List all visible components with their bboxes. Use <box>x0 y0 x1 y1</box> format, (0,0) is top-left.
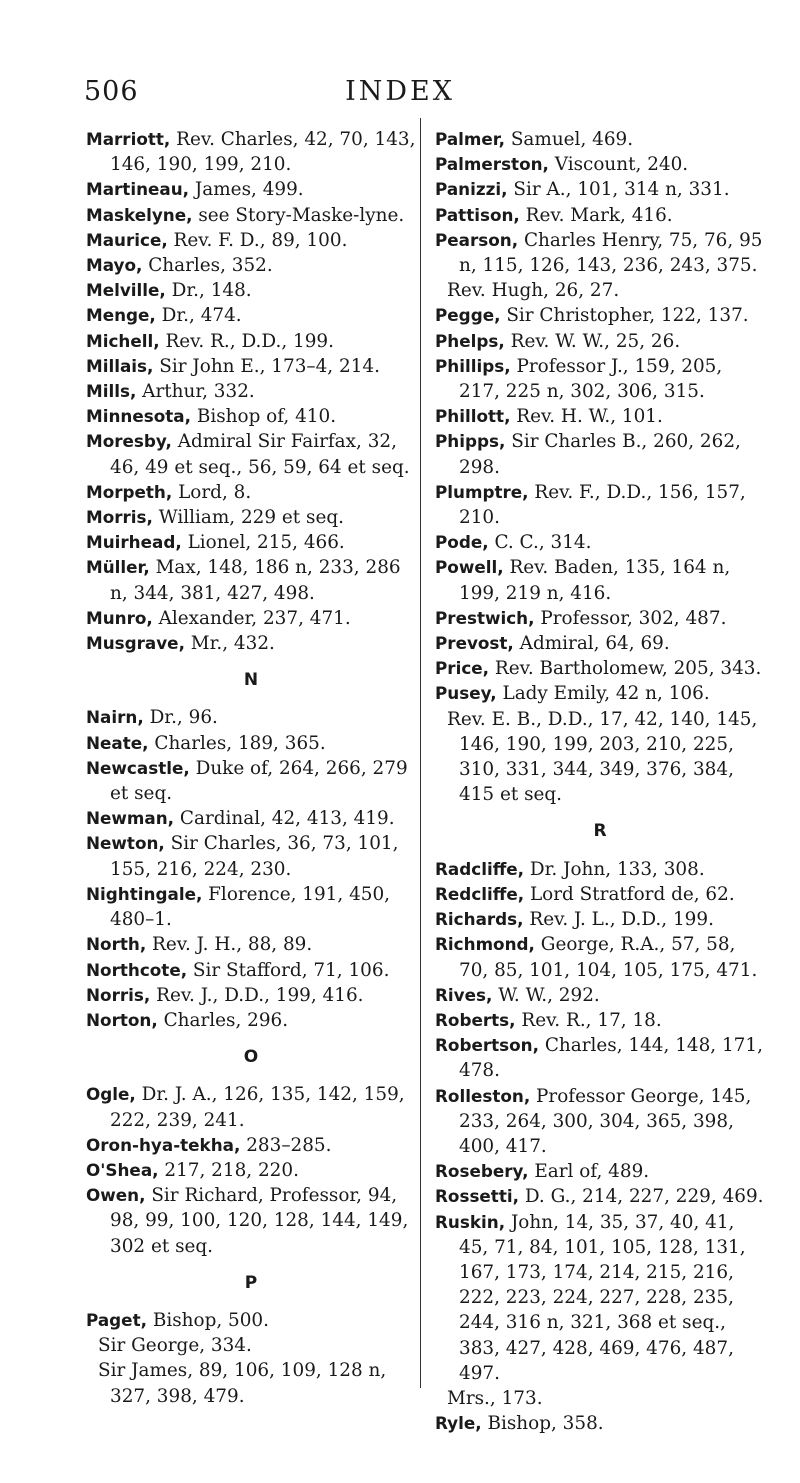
index-entry <box>86 882 416 932</box>
entry-references: Charles, 296. <box>157 1009 289 1031</box>
entry-name: Martineau, <box>86 179 190 200</box>
entry-name: Müller, <box>86 557 150 578</box>
entry-references: Charles, 144, 148, 171, 478. <box>459 1035 763 1082</box>
entry-references: Sir Christopher, 122, 137. <box>500 305 749 327</box>
index-entry <box>86 806 416 831</box>
entry-references: Dr., 148. <box>165 280 252 302</box>
index-entry <box>86 1082 416 1132</box>
index-entry <box>86 1183 416 1259</box>
section-letter: O <box>243 1047 259 1068</box>
entry-name: Phelps, <box>435 330 505 351</box>
entry-references: Earl of, 489. <box>528 1161 650 1183</box>
index-entry <box>86 983 416 1008</box>
entry-references: Sir A., 101, 314 n, 331. <box>507 179 730 201</box>
entry-name: Panizzi, <box>435 179 508 200</box>
index-entry <box>86 958 416 983</box>
index-entry <box>435 530 765 555</box>
index-entry <box>86 505 416 530</box>
entry-name: Phillott, <box>435 406 511 427</box>
entry-references: Rev. Bartholomew, 205, 343. <box>489 658 762 680</box>
index-entry <box>86 731 416 756</box>
index-entry <box>86 303 416 328</box>
entry-references: Sir Charles, 36, 73, 101, 155, 216, 224, 230. <box>110 833 399 880</box>
index-entry <box>435 857 765 882</box>
entry-references: Lord, 8. <box>172 481 252 503</box>
index-entry <box>435 681 765 706</box>
entry-name: Melville, <box>86 280 166 301</box>
entry-references: Charles, 352. <box>142 255 273 277</box>
index-entry <box>435 882 765 907</box>
index-entry <box>86 831 416 881</box>
entry-name: Neate, <box>86 732 149 753</box>
entry-references: Rev. J. H., 88, 89. <box>146 934 313 956</box>
entry-name: North, <box>86 934 147 955</box>
entry-references: Professor George, 145, 233, 264, 300, 304, 365, 398, 400, 417. <box>459 1085 752 1157</box>
entry-name: Paget, <box>86 1309 147 1330</box>
index-entry <box>435 1210 765 1386</box>
entry-name: Robertson, <box>435 1035 539 1056</box>
entry-references: Alexander, 237, 471. <box>152 607 351 629</box>
index-entry <box>86 1308 416 1333</box>
entry-name: Ruskin, <box>435 1211 506 1232</box>
index-entry <box>435 354 765 404</box>
section-letter: R <box>593 821 607 842</box>
index-entry <box>86 429 416 479</box>
entry-name: Nairn, <box>86 707 144 728</box>
index-entry <box>86 228 416 253</box>
index-entry <box>435 177 765 202</box>
entry-references: Rev. Charles, 42, 70, 143, 146, 190, 199, 210. <box>110 129 416 176</box>
entry-references: C. C., 314. <box>488 532 592 554</box>
entry-name: Musgrave, <box>86 633 185 654</box>
entry-references: Dr., 96. <box>143 707 218 729</box>
index-entry <box>86 530 416 555</box>
entry-name: Prevost, <box>435 633 514 654</box>
entry-name: Muirhead, <box>86 532 182 553</box>
index-entry <box>86 203 416 228</box>
entry-name: Ogle, <box>86 1084 136 1105</box>
entry-name: Redcliffe, <box>435 883 525 904</box>
entry-name: Maurice, <box>86 229 168 250</box>
entry-name: Pode, <box>435 532 489 553</box>
index-entry <box>435 1184 765 1209</box>
index-entry <box>435 329 765 354</box>
entry-name: Oron-hya-tekha, <box>86 1134 241 1155</box>
entry-references: William, 229 et seq. <box>152 507 344 529</box>
index-entry <box>86 705 416 730</box>
entry-name: Rolleston, <box>435 1085 531 1106</box>
entry-references: Viscount, 240. <box>548 154 689 176</box>
entry-references: Cardinal, 42, 413, 419. <box>174 808 395 830</box>
index-entry <box>86 480 416 505</box>
entry-name: Powell, <box>435 557 504 578</box>
entry-references: Professor J., 159, 205, 217, 225 n, 302, 306, 315. <box>459 355 723 403</box>
index-entry <box>86 756 416 806</box>
entry-references: George, R.A., 57, 58, 70, 85, 101, 104, 105, 175, 471. <box>459 934 758 981</box>
entry-references: Lady Emily, 42 n, 106. <box>496 683 710 705</box>
entry-name: Pearson, <box>435 229 519 250</box>
index-entry <box>435 555 765 605</box>
index-entry <box>86 354 416 379</box>
entry-name: Minnesota, <box>86 406 191 427</box>
index-entry <box>435 631 765 656</box>
entry-references: Rev. J., D.D., 199, 416. <box>150 984 364 1006</box>
entry-name: Plumptre, <box>435 481 529 502</box>
index-entry <box>435 656 765 681</box>
entry-references: Dr. John, 133, 308. <box>524 858 705 880</box>
left-column <box>86 127 416 1409</box>
index-entry <box>86 253 416 278</box>
entry-name: Newton, <box>86 833 165 854</box>
index-entry <box>86 631 416 656</box>
index-entry <box>435 606 765 631</box>
column-divider <box>420 118 421 1388</box>
entry-name: Richards, <box>435 909 524 930</box>
index-entry <box>435 1411 765 1436</box>
entry-references: Lionel, 215, 466. <box>181 532 345 554</box>
page-header <box>0 76 800 116</box>
entry-name: Menge, <box>86 305 156 326</box>
section-letter: P <box>244 1272 258 1293</box>
entry-name: O'Shea, <box>86 1159 159 1180</box>
index-entry <box>435 404 765 429</box>
index-entry <box>435 228 765 278</box>
entry-references: Florence, 191, 450, 480–1. <box>110 883 391 931</box>
index-entry <box>86 606 416 631</box>
entry-name: Mayo, <box>86 255 143 276</box>
entry-name: Palmer, <box>435 129 505 149</box>
entry-references: Mr., 432. <box>184 633 275 655</box>
entry-references: Bishop, 358. <box>481 1413 604 1435</box>
index-entry <box>435 303 765 328</box>
entry-name: Nightingale, <box>86 883 203 904</box>
entry-references: Sir John E., 173–4, 214. <box>153 355 380 377</box>
entry-name: Prestwich, <box>435 607 535 628</box>
entry-references: Sir Stafford, 71, 106. <box>187 959 390 981</box>
entry-name: Norris, <box>86 984 151 1005</box>
index-subentry: Rev. E. B., D.D., 17, 42, 140, 145, 146, 190, 199, 203, 210, 225, 310, 331, 344, 349, 376, 384, 415 et seq. <box>447 708 758 806</box>
entry-name: Rosebery, <box>435 1161 529 1182</box>
entry-name: Phillips, <box>435 355 511 376</box>
entry-name: Newman, <box>86 808 175 829</box>
entry-name: Owen, <box>86 1185 146 1206</box>
entry-name: Rives, <box>435 984 493 1005</box>
index-entry <box>435 127 765 152</box>
entry-name: Phipps, <box>435 431 506 452</box>
entry-references: Sir Charles B., 260, 262, 298. <box>459 431 741 478</box>
page-number: 506 <box>84 76 139 107</box>
index-entry <box>86 555 416 605</box>
entry-name: Newcastle, <box>86 757 190 778</box>
entry-name: Price, <box>435 658 490 679</box>
index-entry <box>435 1033 765 1083</box>
entry-references: Admiral Sir Fairfax, 32, 46, 49 et seq., 56, 59, 64 et seq. <box>110 431 410 478</box>
entry-references: see Story-Maske-lyne. <box>192 204 405 226</box>
entry-name: Mills, <box>86 381 137 402</box>
index-entry <box>435 203 765 228</box>
index-entry <box>435 429 765 479</box>
index-entry <box>435 480 765 530</box>
entry-name: Roberts, <box>435 1009 516 1030</box>
entry-references: Rev. R., D.D., 199. <box>159 330 334 352</box>
entry-name: Norton, <box>86 1009 158 1030</box>
index-entry <box>435 907 765 932</box>
entry-name: Rossetti, <box>435 1186 519 1207</box>
entry-references: John, 14, 35, 37, 40, 41, 45, 71, 84, 101, 105, 128, 131, 167, 173, 174, 214, 215, 216, 222, 223, 224, 227, 228, 235, 244, 316 n, 321, 368 et seq., 383, 427, 428, 469, 476, 487, 497. <box>459 1211 746 1384</box>
entry-references: Charles Henry, 75, 76, 95 n, 115, 126, 143, 236, 243, 375. <box>459 229 763 277</box>
entry-references: Lord Stratford de, 62. <box>524 883 735 905</box>
index-entry <box>86 127 416 177</box>
section-letter: N <box>243 670 259 691</box>
entry-references: 217, 218, 220. <box>158 1159 299 1181</box>
entry-references: Sir Richard, Professor, 94, 98, 99, 100, 120, 128, 144, 149, 302 et seq. <box>110 1185 409 1257</box>
index-entry <box>86 1008 416 1033</box>
index-entry <box>86 932 416 957</box>
entry-references: Charles, 189, 365. <box>148 732 326 754</box>
entry-name: Richmond, <box>435 934 535 955</box>
entry-references: D. G., 214, 227, 229, 469. <box>518 1186 764 1208</box>
index-entry <box>86 177 416 202</box>
entry-references: Rev. F. D., 89, 100. <box>167 229 348 251</box>
entry-references: Dr., 474. <box>155 305 242 327</box>
index-entry <box>86 379 416 404</box>
entry-references: Admiral, 64, 69. <box>513 633 670 655</box>
entry-name: Millais, <box>86 355 154 376</box>
index-entry <box>86 1133 416 1158</box>
index-subentry: Rev. Hugh, 26, 27. <box>447 280 620 302</box>
entry-references: Duke of, 264, 266, 279 et seq. <box>110 757 408 805</box>
entry-name: Palmerston, <box>435 154 549 175</box>
index-entry <box>435 1084 765 1160</box>
index-entry <box>435 152 765 177</box>
entry-name: Michell, <box>86 330 160 351</box>
index-subentry: Mrs., 173. <box>447 1387 543 1409</box>
entry-references: Bishop of, 410. <box>190 406 337 428</box>
index-entry <box>86 329 416 354</box>
entry-references: 283–285. <box>240 1134 332 1156</box>
entry-name: Munro, <box>86 607 153 628</box>
right-column <box>435 127 765 1436</box>
index-entry <box>435 932 765 982</box>
entry-name: Morpeth, <box>86 481 173 502</box>
index-subentry: Sir James, 89, 106, 109, 128 n, 327, 398, 479. <box>98 1360 387 1407</box>
entry-references: Rev. H. W., 101. <box>510 406 663 428</box>
index-entry <box>86 404 416 429</box>
entry-references: Bishop, 500. <box>146 1309 269 1331</box>
entry-references: Samuel, 469. <box>504 129 634 150</box>
entry-name: Ryle, <box>435 1413 482 1434</box>
entry-references: Rev. R., 17, 18. <box>515 1009 662 1031</box>
entry-name: Pattison, <box>435 204 520 225</box>
entry-references: Arthur, 332. <box>136 381 255 403</box>
entry-references: Dr. J. A., 126, 135, 142, 159, 222, 239, 241. <box>110 1084 405 1131</box>
entry-name: Pegge, <box>435 305 501 326</box>
entry-references: Rev. J. L., D.D., 199. <box>523 909 714 931</box>
running-title: INDEX <box>345 76 455 107</box>
index-subentry: Sir George, 334. <box>98 1335 252 1357</box>
index-entry <box>435 983 765 1008</box>
entry-name: Pusey, <box>435 683 497 704</box>
index-entry <box>435 1159 765 1184</box>
entry-name: Radcliffe, <box>435 858 525 879</box>
entry-references: Rev. Mark, 416. <box>519 204 673 226</box>
index-entry <box>435 1008 765 1033</box>
entry-name: Maskelyne, <box>86 204 193 225</box>
entry-references: Rev. Baden, 135, 164 n, 199, 219 n, 416. <box>459 557 731 604</box>
entry-references: Professor, 302, 487. <box>534 607 727 629</box>
entry-references: W. W., 292. <box>492 984 600 1006</box>
entry-name: Marriott, <box>86 129 171 149</box>
entry-references: Rev. W. W., 25, 26. <box>504 330 681 352</box>
index-entry <box>86 278 416 303</box>
entry-references: James, 499. <box>189 179 304 201</box>
index-entry <box>86 1158 416 1183</box>
entry-name: Morris, <box>86 507 153 528</box>
entry-references: Rev. F., D.D., 156, 157, 210. <box>459 481 746 529</box>
entry-references: Max, 148, 186 n, 233, 286 n, 344, 381, 427, 498. <box>110 557 401 604</box>
entry-name: Moresby, <box>86 431 172 452</box>
entry-name: Northcote, <box>86 959 188 980</box>
